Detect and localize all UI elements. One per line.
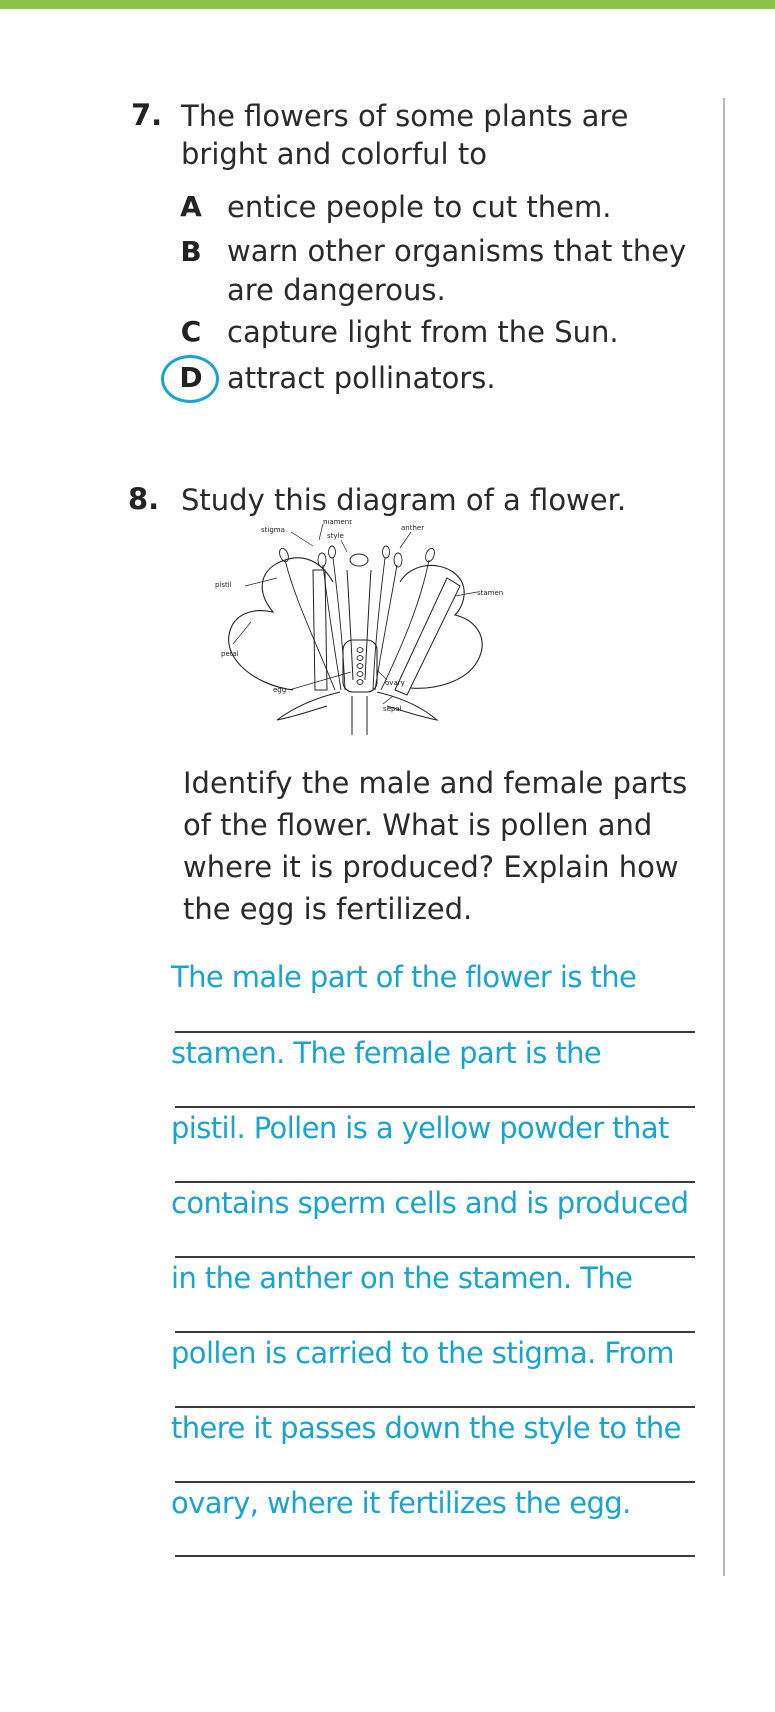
option-b-text[interactable]: warn other organisms that they are dangerous.: [227, 234, 687, 307]
answer-rule-1: [175, 1031, 695, 1033]
answer-line-2: stamen. The female part is the: [171, 1036, 602, 1070]
answer-line-8: ovary, where it fertilizes the egg.: [171, 1486, 631, 1520]
answer-line-5: in the anther on the stamen. The: [171, 1261, 633, 1295]
answer-rule-3: [175, 1181, 695, 1183]
ovules: [357, 648, 363, 685]
answer-line-3: pistil. Pollen is a yellow powder that: [171, 1111, 669, 1145]
answer-rule-2: [175, 1106, 695, 1108]
label-filament: filament: [323, 520, 352, 526]
petal-left: [229, 558, 333, 690]
label-stamen: stamen: [477, 589, 504, 597]
option-d-text[interactable]: attract pollinators.: [227, 361, 496, 395]
petal-right: [400, 565, 482, 688]
stamen-left: [313, 570, 327, 690]
label-style: style: [327, 532, 344, 540]
sepals: [277, 692, 437, 720]
option-d-letter: D: [179, 361, 203, 394]
label-anther: anther: [401, 524, 425, 532]
answer-rule-4: [175, 1256, 695, 1258]
question-8-text: Study this diagram of a flower.: [181, 483, 627, 517]
option-c-text[interactable]: capture light from the Sun.: [227, 315, 619, 349]
option-c-letter: C: [180, 315, 202, 348]
stigma: [350, 554, 368, 566]
flower-diagram: [215, 520, 510, 740]
answer-rule-5: [175, 1331, 695, 1333]
question-7-number: 7.: [131, 98, 163, 132]
label-ovary: ovary: [385, 679, 405, 687]
answer-rule-6: [175, 1406, 695, 1408]
label-stigma: stigma: [261, 526, 285, 534]
margin-rule: [723, 98, 725, 1576]
option-a-text[interactable]: entice people to cut them.: [227, 190, 612, 224]
question-8-number: 8.: [128, 482, 160, 516]
stem: [352, 696, 367, 735]
option-b-letter: B: [180, 235, 202, 268]
label-petal: petal: [221, 650, 239, 658]
answer-line-6: pollen is carried to the stigma. From: [171, 1336, 674, 1370]
question-8-prompt: Identify the male and female parts of the flower. What is pollen and where it is produced? Explain how the egg is fertilized.: [183, 766, 688, 926]
answer-rule-7: [175, 1481, 695, 1483]
answer-line-1: The male part of the flower is the: [171, 960, 637, 994]
answer-line-7: there it passes down the style to the: [171, 1411, 681, 1445]
label-egg: egg: [273, 686, 287, 694]
answer-line-4: contains sperm cells and is produced: [171, 1186, 689, 1220]
option-a-letter: A: [180, 190, 202, 223]
question-7-text: The flowers of some plants are bright and colorful to: [181, 99, 629, 171]
label-sepal: sepal: [383, 705, 402, 713]
answer-rule-8: [175, 1555, 695, 1557]
label-pistil: pistil: [215, 581, 232, 589]
top-accent-bar: [0, 0, 775, 9]
